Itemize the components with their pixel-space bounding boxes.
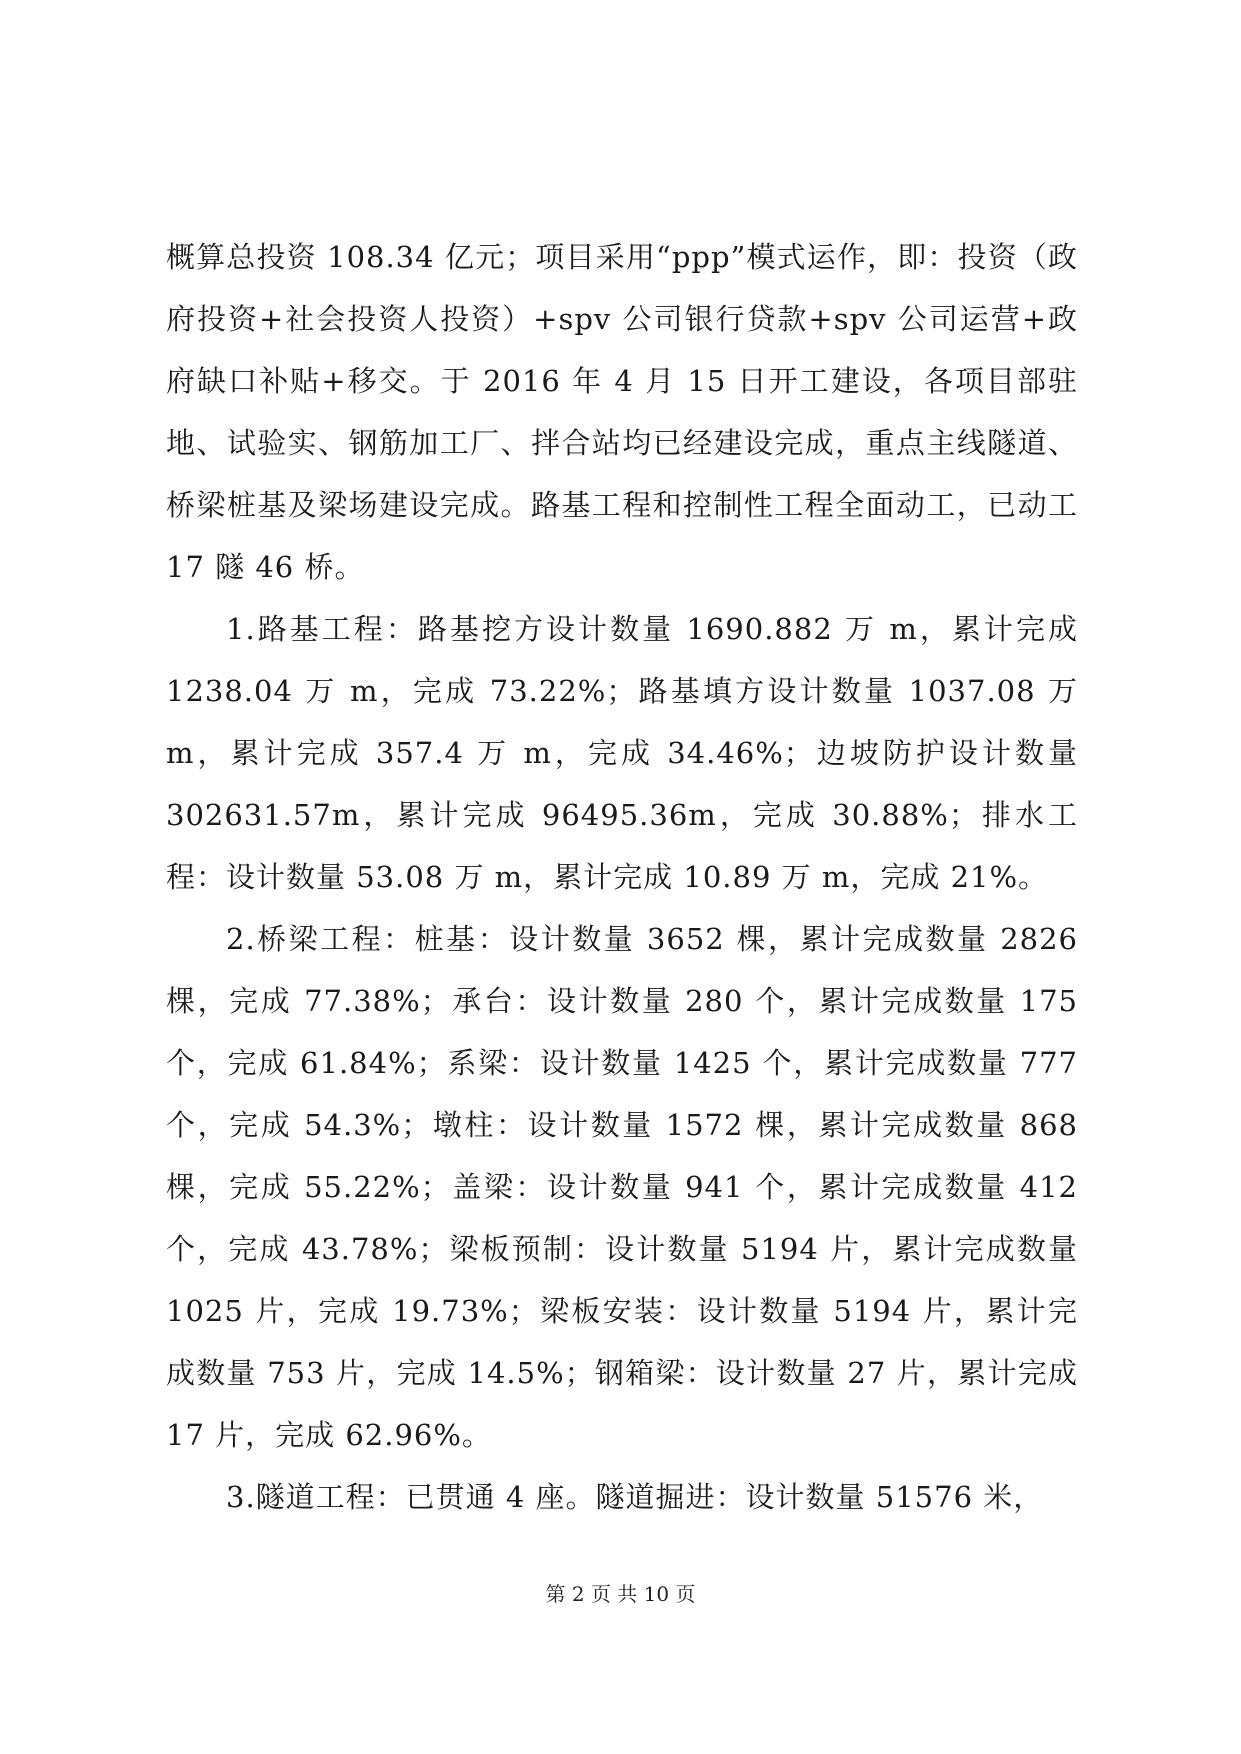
paragraph-tunnel-works: 3.隧道工程：已贯通 4 座。隧道掘进：设计数量 51576 米，: [226, 1480, 1044, 1514]
paragraph-roadbed-works: 1.路基工程：路基挖方设计数量 1690.882 万 m，累计完成 1238.04 万 m，完成 73.22%；路基填方设计数量 1037.08 万 m，累计完成 357.4 万 m，完成 34.46%；边坡防护设计数量 302631.57m，累计完成 96495.36m，完成 30.88%；排水工程：设计数量 53.08 万 m，累计完成 10.89 万 m，完成 21%。: [166, 612, 1078, 894]
document-body: [166, 226, 1078, 1528]
page-footer: 第 2 页 共 10 页: [545, 1582, 696, 1606]
paragraph-bridge-works: 2.桥梁工程：桩基：设计数量 3652 棵，累计完成数量 2826 棵，完成 77.38%；承台：设计数量 280 个，累计完成数量 175 个，完成 61.84%；系梁：设计数量 1425 个，累计完成数量 777 个，完成 54.3%；墩柱：设计数量 1572 棵，累计完成数量 868 棵，完成 55.22%；盖梁：设计数量 941 个，累计完成数量 412 个，完成 43.78%；梁板预制：设计数量 5194 片，累计完成数量 1025 片，完成 19.73%；梁板安装：设计数量 5194 片，累计完成数量 753 片，完成 14.5%；钢箱梁：设计数量 27 片，累计完成 17 片，完成 62.96%。: [166, 922, 1078, 1452]
paragraph-investment-overview: 概算总投资 108.34 亿元；项目采用“ppp”模式运作，即：投资（政府投资+社会投资人投资）+spv 公司银行贷款+spv 公司运营+政府缺口补贴+移交。于 2016 年 4 月 15 日开工建设，各项目部驻地、试验实、钢筋加工厂、拌合站均已经建设完成，重点主线隧道、桥梁桩基及梁场建设完成。路基工程和控制性工程全面动工，已动工 17 隧 46 桥。: [166, 240, 1078, 584]
